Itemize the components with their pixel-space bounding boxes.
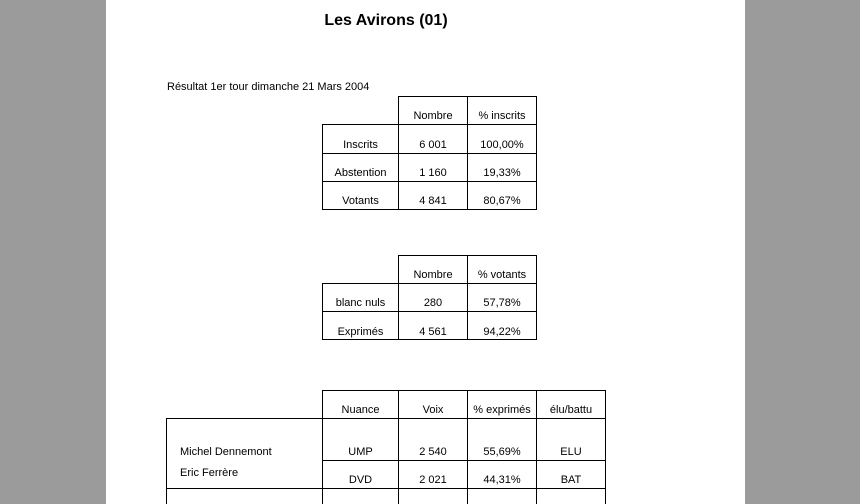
candidate-result: BAT xyxy=(560,474,582,486)
header-voix: Voix xyxy=(422,404,444,416)
row-label: Inscrits xyxy=(343,139,378,151)
candidate-result: ELU xyxy=(560,446,582,458)
candidate-voix: 2 540 xyxy=(419,446,447,458)
row-pct: 100,00% xyxy=(480,139,524,151)
row-pct: 80,67% xyxy=(483,195,521,207)
document-page xyxy=(106,0,745,504)
header-pct-inscrits: % inscrits xyxy=(478,110,526,122)
row-pct: 94,22% xyxy=(483,326,521,338)
candidate-voix: 2 021 xyxy=(419,474,447,486)
row-label: Exprimés xyxy=(337,326,384,338)
candidate-pct: 55,69% xyxy=(483,446,521,458)
row-label: Votants xyxy=(342,195,379,207)
candidate-name: Michel Dennemont xyxy=(180,446,272,458)
header-nombre: Nombre xyxy=(413,269,453,281)
candidate-nuance: DVD xyxy=(348,474,373,486)
candidate-nuance: UMP xyxy=(348,446,373,458)
candidate-name: Eric Ferrère xyxy=(180,467,239,479)
row-nombre: 4 561 xyxy=(419,326,447,338)
candidate-pct: 44,31% xyxy=(483,474,521,486)
row-pct: 57,78% xyxy=(483,297,521,309)
subtitle: Résultat 1er tour dimanche 21 Mars 2004 xyxy=(167,81,370,93)
row-label: Abstention xyxy=(334,167,387,179)
row-nombre: 4 841 xyxy=(419,195,447,207)
row-label: blanc nuls xyxy=(335,297,386,309)
header-nombre: Nombre xyxy=(413,110,453,122)
page-title: Les Avirons (01) xyxy=(324,12,448,29)
header-nuance: Nuance xyxy=(341,404,380,416)
header-pct-votants: % votants xyxy=(477,269,527,281)
row-nombre: 1 160 xyxy=(419,167,447,179)
row-pct: 19,33% xyxy=(483,167,521,179)
header-pct-exprimes: % exprimés xyxy=(473,404,531,416)
row-nombre: 6 001 xyxy=(419,139,447,151)
row-nombre: 280 xyxy=(423,297,443,309)
header-elu-battu: élu/battu xyxy=(549,404,593,416)
